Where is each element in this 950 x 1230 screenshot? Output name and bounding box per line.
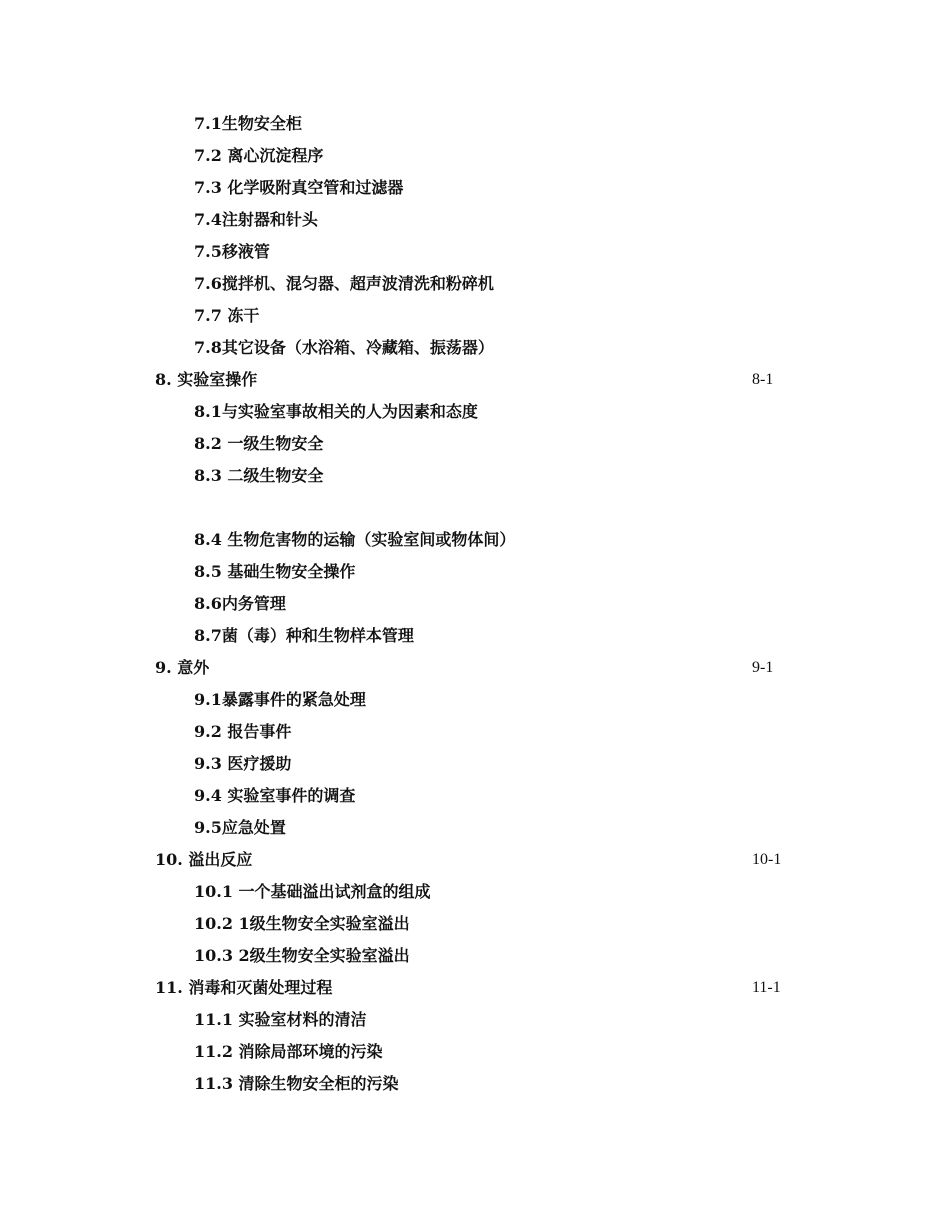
toc-entry-title: 10. 溢出反应 <box>155 850 253 869</box>
toc-page-number: 9-1 <box>752 659 774 676</box>
toc-section-entry[interactable] <box>0 524 950 556</box>
toc-section-entry[interactable] <box>0 204 950 236</box>
toc-spacer <box>0 492 950 524</box>
toc-entry-title: 8.6内务管理 <box>194 594 286 613</box>
toc-section-entry[interactable] <box>0 460 950 492</box>
toc-entry-title: 8.2 一级生物安全 <box>194 434 324 453</box>
toc-section-entry[interactable] <box>0 780 950 812</box>
toc-section-entry[interactable] <box>0 140 950 172</box>
toc-entry-title: 9.4 实验室事件的调查 <box>194 786 356 805</box>
toc-entry-title: 7.1生物安全柜 <box>194 114 302 133</box>
toc-section-entry[interactable] <box>0 300 950 332</box>
toc-entry-title: 9. 意外 <box>155 658 210 677</box>
toc-entry-title: 7.7 冻干 <box>194 306 260 325</box>
toc-entry-title: 8.5 基础生物安全操作 <box>194 562 356 581</box>
toc-section-entry[interactable] <box>0 428 950 460</box>
toc-section-entry[interactable] <box>0 748 950 780</box>
table-of-contents <box>0 108 950 1100</box>
toc-section-entry[interactable] <box>0 332 950 364</box>
toc-section-entry[interactable] <box>0 1068 950 1100</box>
toc-section-entry[interactable] <box>0 940 950 972</box>
toc-entry-title: 10.1 一个基础溢出试剂盒的组成 <box>194 882 431 901</box>
toc-entry-title: 8.7菌（毒）种和生物样本管理 <box>194 626 414 645</box>
toc-entry-title: 8.3 二级生物安全 <box>194 466 324 485</box>
toc-entry-title: 8. 实验室操作 <box>155 370 258 389</box>
toc-section-entry[interactable] <box>0 684 950 716</box>
toc-entry-title: 8.4 生物危害物的运输（实验室间或物体间） <box>194 530 516 549</box>
toc-section-entry[interactable] <box>0 268 950 300</box>
toc-entry-title: 7.3 化学吸附真空管和过滤器 <box>194 178 404 197</box>
toc-entry-title: 11.2 消除局部环境的污染 <box>194 1042 383 1061</box>
toc-section-entry[interactable] <box>0 588 950 620</box>
toc-chapter-entry[interactable] <box>0 844 950 876</box>
toc-section-entry[interactable] <box>0 908 950 940</box>
toc-section-entry[interactable] <box>0 620 950 652</box>
toc-chapter-entry[interactable] <box>0 652 950 684</box>
toc-entry-title: 10.2 1级生物安全实验室溢出 <box>194 914 410 933</box>
toc-section-entry[interactable] <box>0 812 950 844</box>
toc-entry-title: 8.1与实验室事故相关的人为因素和态度 <box>194 402 478 421</box>
toc-entry-title: 7.5移液管 <box>194 242 270 261</box>
toc-section-entry[interactable] <box>0 556 950 588</box>
toc-entry-title: 9.1暴露事件的紧急处理 <box>194 690 366 709</box>
toc-page-number: 11-1 <box>752 979 781 996</box>
toc-section-entry[interactable] <box>0 1004 950 1036</box>
toc-entry-title: 7.8其它设备（水浴箱、冷藏箱、振荡器） <box>194 338 494 357</box>
toc-section-entry[interactable] <box>0 236 950 268</box>
toc-entry-title: 11.1 实验室材料的清洁 <box>194 1010 367 1029</box>
toc-chapter-entry[interactable] <box>0 972 950 1004</box>
toc-entry-title: 7.4注射器和针头 <box>194 210 318 229</box>
toc-entry-title: 9.3 医疗援助 <box>194 754 292 773</box>
toc-page-number: 8-1 <box>752 371 774 388</box>
toc-section-entry[interactable] <box>0 716 950 748</box>
toc-section-entry[interactable] <box>0 396 950 428</box>
toc-entry-title: 9.2 报告事件 <box>194 722 292 741</box>
toc-chapter-entry[interactable] <box>0 364 950 396</box>
toc-entry-title: 9.5应急处置 <box>194 818 286 837</box>
toc-page-number: 10-1 <box>752 851 782 868</box>
toc-section-entry[interactable] <box>0 1036 950 1068</box>
toc-entry-title: 7.6搅拌机、混匀器、超声波清洗和粉碎机 <box>194 274 494 293</box>
toc-entry-title: 7.2 离心沉淀程序 <box>194 146 324 165</box>
toc-entry-title: 10.3 2级生物安全实验室溢出 <box>194 946 410 965</box>
toc-section-entry[interactable] <box>0 172 950 204</box>
toc-entry-title: 11. 消毒和灭菌处理过程 <box>155 978 333 997</box>
toc-section-entry[interactable] <box>0 108 950 140</box>
toc-entry-title: 11.3 清除生物安全柜的污染 <box>194 1074 399 1093</box>
toc-section-entry[interactable] <box>0 876 950 908</box>
